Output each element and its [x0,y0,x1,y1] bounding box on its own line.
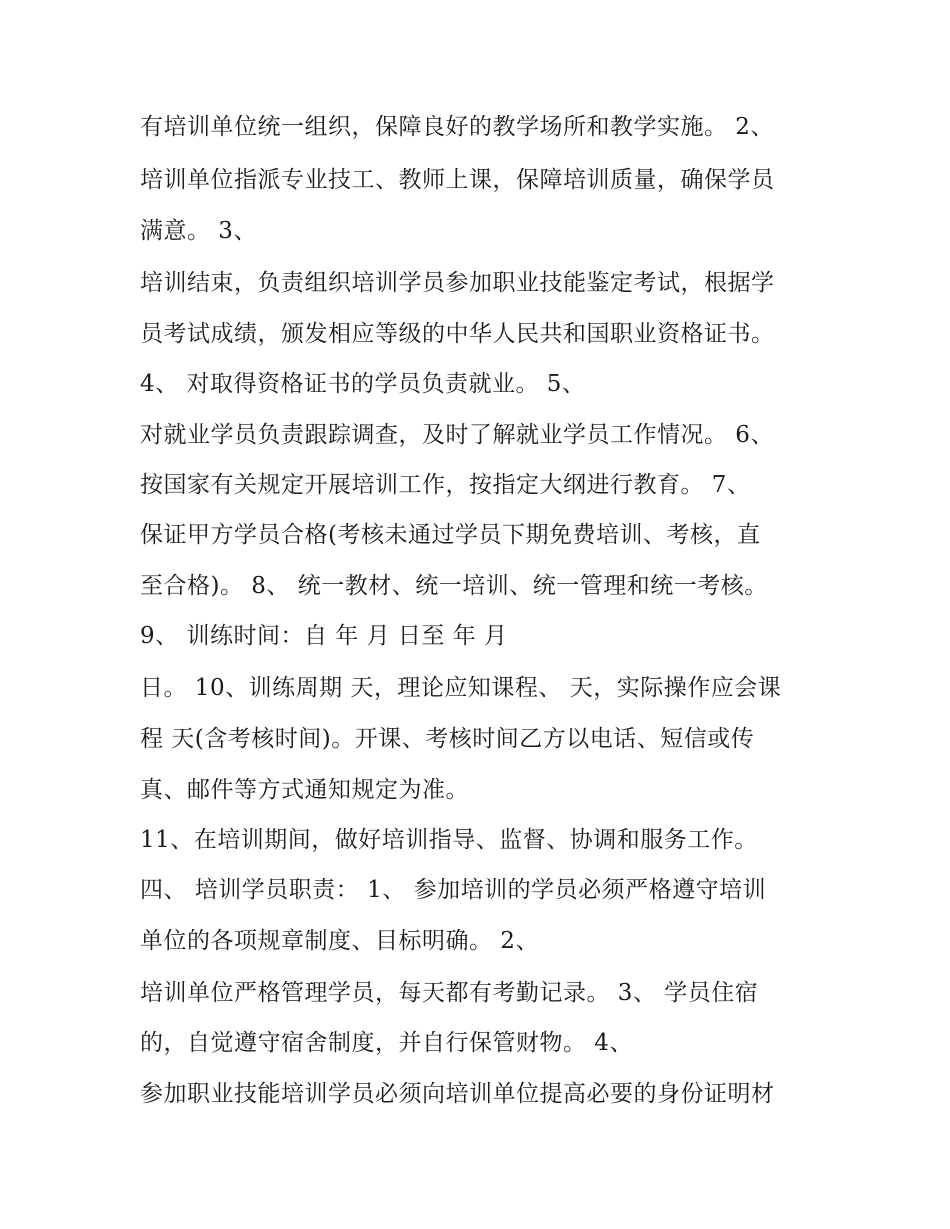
text-line: 培训结束，负责组织培训学员参加职业技能鉴定考试，根据学 [140,270,775,296]
text-line: 4、 对取得资格证书的学员负责就业。 5、 [140,371,586,397]
text-line: 培训单位指派专业技工、教师上课，保障培训质量，确保学员 [140,167,775,193]
text-line: 按国家有关规定开展培训工作，按指定大纲进行教育。 7、 [140,472,751,498]
text-line: 保证甲方学员合格(考核未通过学员下期免费培训、考核，直 [140,522,761,548]
text-line: 日。 10、训练周期 天，理论应知课程、 天，实际操作应会课 [140,675,782,701]
text-line: 程 天(含考核时间)。开课、考核时间乙方以电话、短信或传 [140,726,755,752]
text-line: 9、 训练时间：自 年 月 日至 年 月 [140,623,508,649]
text-line: 的，自觉遵守宿舍制度，并自行保管财物。 4、 [140,1030,633,1056]
text-line: 至合格)。 8、 统一教材、统一培训、统一管理和统一考核。 [140,573,768,599]
text-line: 单位的各项规章制度、目标明确。 2、 [140,928,539,954]
text-line: 员考试成绩，颁发相应等级的中华人民共和国职业资格证书。 [140,321,775,347]
text-line: 真、邮件等方式通知规定为准。 [140,777,469,803]
text-line: 培训单位严格管理学员，每天都有考勤记录。 3、 学员住宿 [140,980,759,1006]
text-line: 满意。 3、 [140,218,257,244]
text-line: 对就业学员负责跟踪调查，及时了解就业学员工作情况。 6、 [140,422,774,448]
text-line: 四、 培训学员职责： 1、 参加培训的学员必须严格遵守培训 [140,877,767,903]
text-line: 有培训单位统一组织，保障良好的教学场所和教学实施。 2、 [140,114,774,140]
text-line: 参加职业技能培训学员必须向培训单位提高必要的身份证明材 [140,1081,775,1107]
text-line: 11、在培训期间，做好培训指导、监督、协调和服务工作。 [140,827,758,853]
